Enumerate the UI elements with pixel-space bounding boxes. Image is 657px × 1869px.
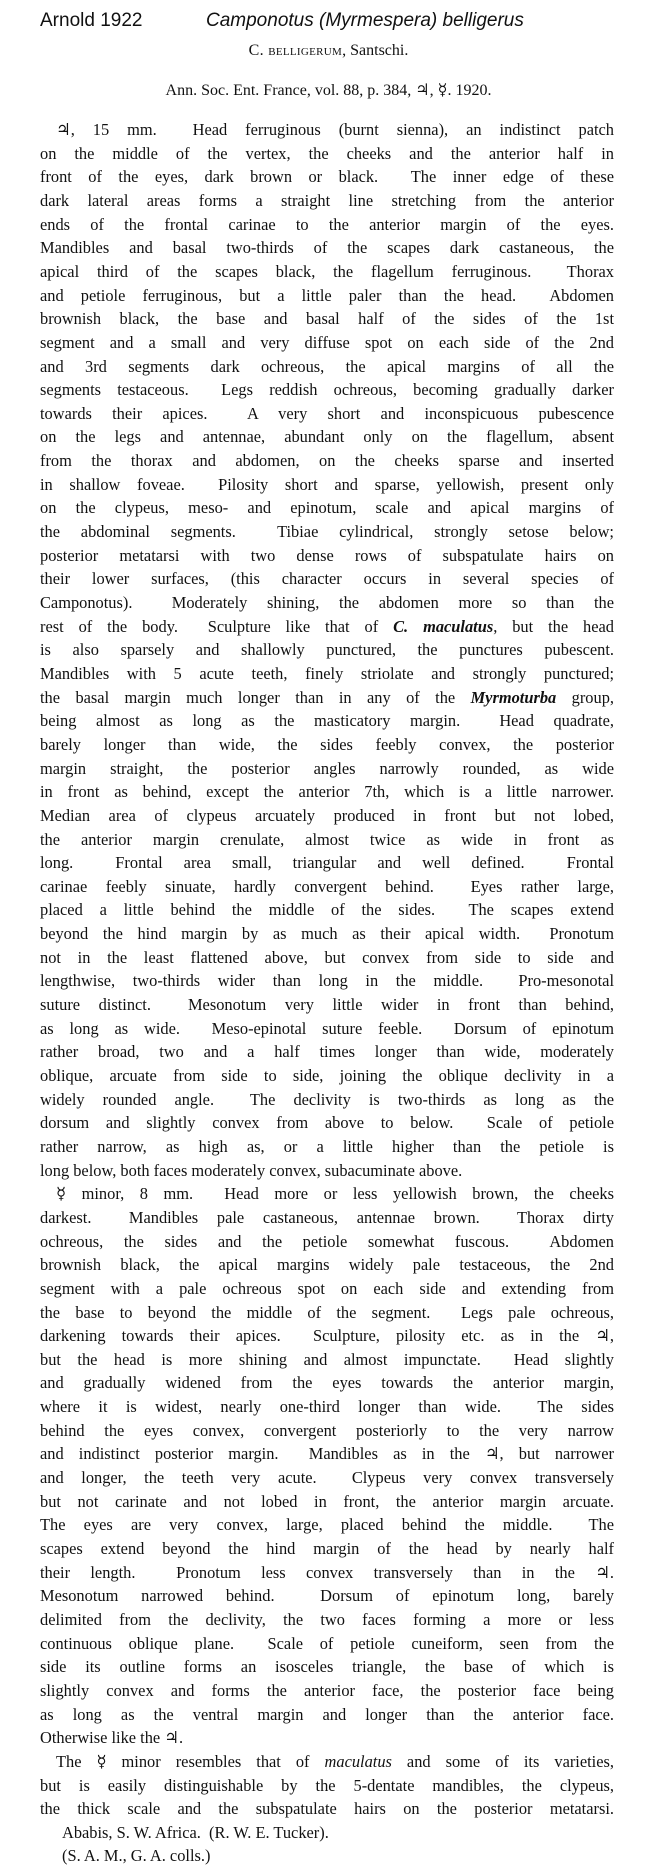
text-line: not in the least flattened above, but convex from side to side and <box>40 947 614 967</box>
text-line: the anterior margin crenulate, almost twice as wide in front as <box>40 829 614 849</box>
text-line: barely longer than wide, the sides feebly convex, the posterior <box>40 734 614 754</box>
text-line: brownish black, the base and basal half of the sides of the 1st <box>40 309 614 329</box>
text-line: on the clypeus, meso- and epinotum, scale and apical margins of <box>40 498 614 518</box>
text-line: rest of the body. Sculpture like that of C. maculatus, but the head <box>40 616 614 636</box>
text-line: segments testaceous. Legs reddish ochreous, becoming gradually darker <box>40 380 614 400</box>
text-line: slightly convex and forms the anterior face, the posterior face being <box>40 1680 614 1700</box>
text-line: the thick scale and the subspatulate hairs on the posterior metatarsi. <box>40 1799 614 1819</box>
text-line: behind the eyes convex, convergent posteriorly to the very narrow <box>40 1420 614 1440</box>
original-combination: C. belligerum, Santschi. <box>248 42 409 59</box>
text-line: but is easily distinguishable by the 5-dentate mandibles, the clypeus, <box>40 1775 614 1795</box>
text-line: being almost as long as the masticatory margin. Head quadrate, <box>40 711 614 731</box>
text-line: margin straight, the posterior angles narrowly rounded, as wide <box>40 758 614 778</box>
text-line: rather narrow, as high as, or a little higher than the petiole is <box>40 1136 614 1156</box>
text-line: as long as the ventral margin and longer than the anterior face. <box>40 1704 614 1724</box>
text-line: The eyes are very convex, large, placed behind the middle. The <box>40 1515 614 1535</box>
text-line: delimited from the declivity, the two faces forming a more or less <box>40 1609 614 1629</box>
text-line: front of the eyes, dark brown or black. The inner edge of these <box>40 167 614 187</box>
text-line: is also sparsely and shallowly punctured, the punctures pubescent. <box>40 640 614 660</box>
text-line: carinae feebly sinuate, hardly convergent behind. Eyes rather large, <box>40 876 614 896</box>
text-line: ends of the frontal carinae to the anterior margin of the eyes. <box>40 214 614 234</box>
text-line: scapes extend beyond the hind margin of the head by nearly half <box>40 1539 614 1558</box>
text-line: but the head is more shining and almost impunctate. Head slightly <box>40 1349 614 1369</box>
text-line: Otherwise like the ♃. <box>40 1728 184 1748</box>
text-line: oblique, arcuate from side to side, joining the oblique declivity in a <box>40 1066 614 1085</box>
text-line: Mandibles and basal two-thirds of the scapes dark castaneous, the <box>40 238 614 258</box>
text-line: and indistinct posterior margin. Mandibles as in the ♃, but narrower <box>40 1444 614 1464</box>
text-line: ♃, 15 mm. Head ferruginous (burnt sienna), an indistinct patch <box>56 120 614 139</box>
text-line: and petiole ferruginous, but a little paler than the head. Abdomen <box>40 285 614 305</box>
text-line: brownish black, the apical margins widely pale testaceous, the 2nd <box>40 1255 614 1275</box>
text-line: rather broad, two and a half times longer than wide, moderately <box>40 1042 614 1062</box>
text-line: beyond the hind margin by as much as their apical width. Pronotum <box>40 924 614 944</box>
text-line: dark lateral areas forms a straight line stretching from the anterior <box>40 190 614 210</box>
original-genus-species: C. belligerum <box>248 42 343 59</box>
text-line: side its outline forms an isosceles triangle, the base of which is <box>40 1657 614 1677</box>
text-line: as long as wide. Meso-epinotal suture feeble. Dorsum of epinotum <box>40 1018 614 1038</box>
text-line: widely rounded angle. The declivity is two-thirds as long as the <box>40 1089 614 1109</box>
text-line: apical third of the scapes black, the flagellum ferruginous. Thorax <box>40 261 614 281</box>
text-line: darkest. Mandibles pale castaneous, antennae brown. Thorax dirty <box>40 1207 614 1227</box>
text-line: towards their apices. A very short and inconspicuous pubescence <box>40 403 614 423</box>
text-line: segment with a pale ochreous spot on each side and extending from <box>40 1278 614 1298</box>
text-line: continuous oblique plane. Scale of petiole cuneiform, seen from the <box>40 1633 614 1653</box>
text-line: Mandibles with 5 acute teeth, finely striolate and strongly punctured; <box>40 663 614 683</box>
text-line: the base to beyond the middle of the segment. Legs pale ochreous, <box>40 1302 614 1322</box>
text-line: the basal margin much longer than in any of the Myrmoturba group, <box>40 687 614 707</box>
text-line: Ababis, S. W. Africa. (R. W. E. Tucker). <box>62 1822 329 1842</box>
text-line: ☿ minor, 8 mm. Head more or less yellowish brown, the cheeks <box>56 1184 614 1204</box>
text-line: The ☿ minor resembles that of maculatus and some of its varieties, <box>56 1751 614 1771</box>
text-line: on the legs and antennae, abundant only on the flagellum, absent <box>40 427 614 447</box>
text-line: their length. Pronotum less convex transversely than in the ♃. <box>40 1562 614 1582</box>
text-line: from the thorax and abdomen, on the cheeks sparse and inserted <box>40 451 614 471</box>
header-author-year: Arnold 1922 <box>40 10 143 31</box>
text-line: in front as behind, except the anterior 7th, which is a little narrower. <box>40 782 614 802</box>
text-line: the abdominal segments. Tibiae cylindrical, strongly setose below; <box>40 522 614 541</box>
text-line: segment and a small and very diffuse spot on each side of the 2nd <box>40 332 614 352</box>
text-line: but not carinate and not lobed in front, the anterior margin arcuate. <box>40 1491 614 1511</box>
original-author: Santschi. <box>350 42 409 59</box>
text-line: darkening towards their apices. Sculpture, pilosity etc. as in the ♃, <box>40 1326 614 1346</box>
text-line: their lower surfaces, (this character occurs in several species of <box>40 569 614 589</box>
text-line: dorsum and slightly convex from above to below. Scale of petiole <box>40 1113 614 1133</box>
text-line: posterior metatarsi with two dense rows of subspatulate hairs on <box>40 545 614 565</box>
text-line: and gradually widened from the eyes towards the anterior margin, <box>40 1373 614 1393</box>
text-line: and longer, the teeth very acute. Clypeus very convex transversely <box>40 1468 614 1487</box>
text-line: suture distinct. Mesonotum very little wider in front than behind, <box>40 995 614 1014</box>
text-line: placed a little behind the middle of the sides. The scapes extend <box>40 900 614 920</box>
text-line: lengthwise, two-thirds wider than long in the middle. Pro-mesonotal <box>40 971 614 991</box>
text-line: long below, both faces moderately convex, subacuminate above. <box>40 1160 463 1180</box>
text-line: on the middle of the vertex, the cheeks and the anterior half in <box>40 143 614 163</box>
text-line: in shallow foveae. Pilosity short and sparse, yellowish, present only <box>40 474 614 494</box>
text-line: (S. A. M., G. A. colls.) <box>62 1846 211 1866</box>
text-line: Camponotus). Moderately shining, the abdomen more so than the <box>40 593 614 612</box>
text-line: long. Frontal area small, triangular and well defined. Frontal <box>40 853 614 873</box>
text-line: where it is widest, nearly one-third longer than wide. The sides <box>40 1397 614 1417</box>
text-line: and 3rd segments dark ochreous, the apical margins of all the <box>40 356 614 376</box>
text-line: Mesonotum narrowed behind. Dorsum of epinotum long, barely <box>40 1586 614 1606</box>
text-line: ochreous, the sides and the petiole somewhat fuscous. Abdomen <box>40 1231 614 1251</box>
citation-line: Ann. Soc. Ent. France, vol. 88, p. 384, ♃, ☿. 1920. <box>165 82 492 99</box>
text-line: Median area of clypeus arcuately produced in front but not lobed, <box>40 805 614 825</box>
header-taxon-name: Camponotus (Myrmespera) belligerus <box>206 10 524 31</box>
